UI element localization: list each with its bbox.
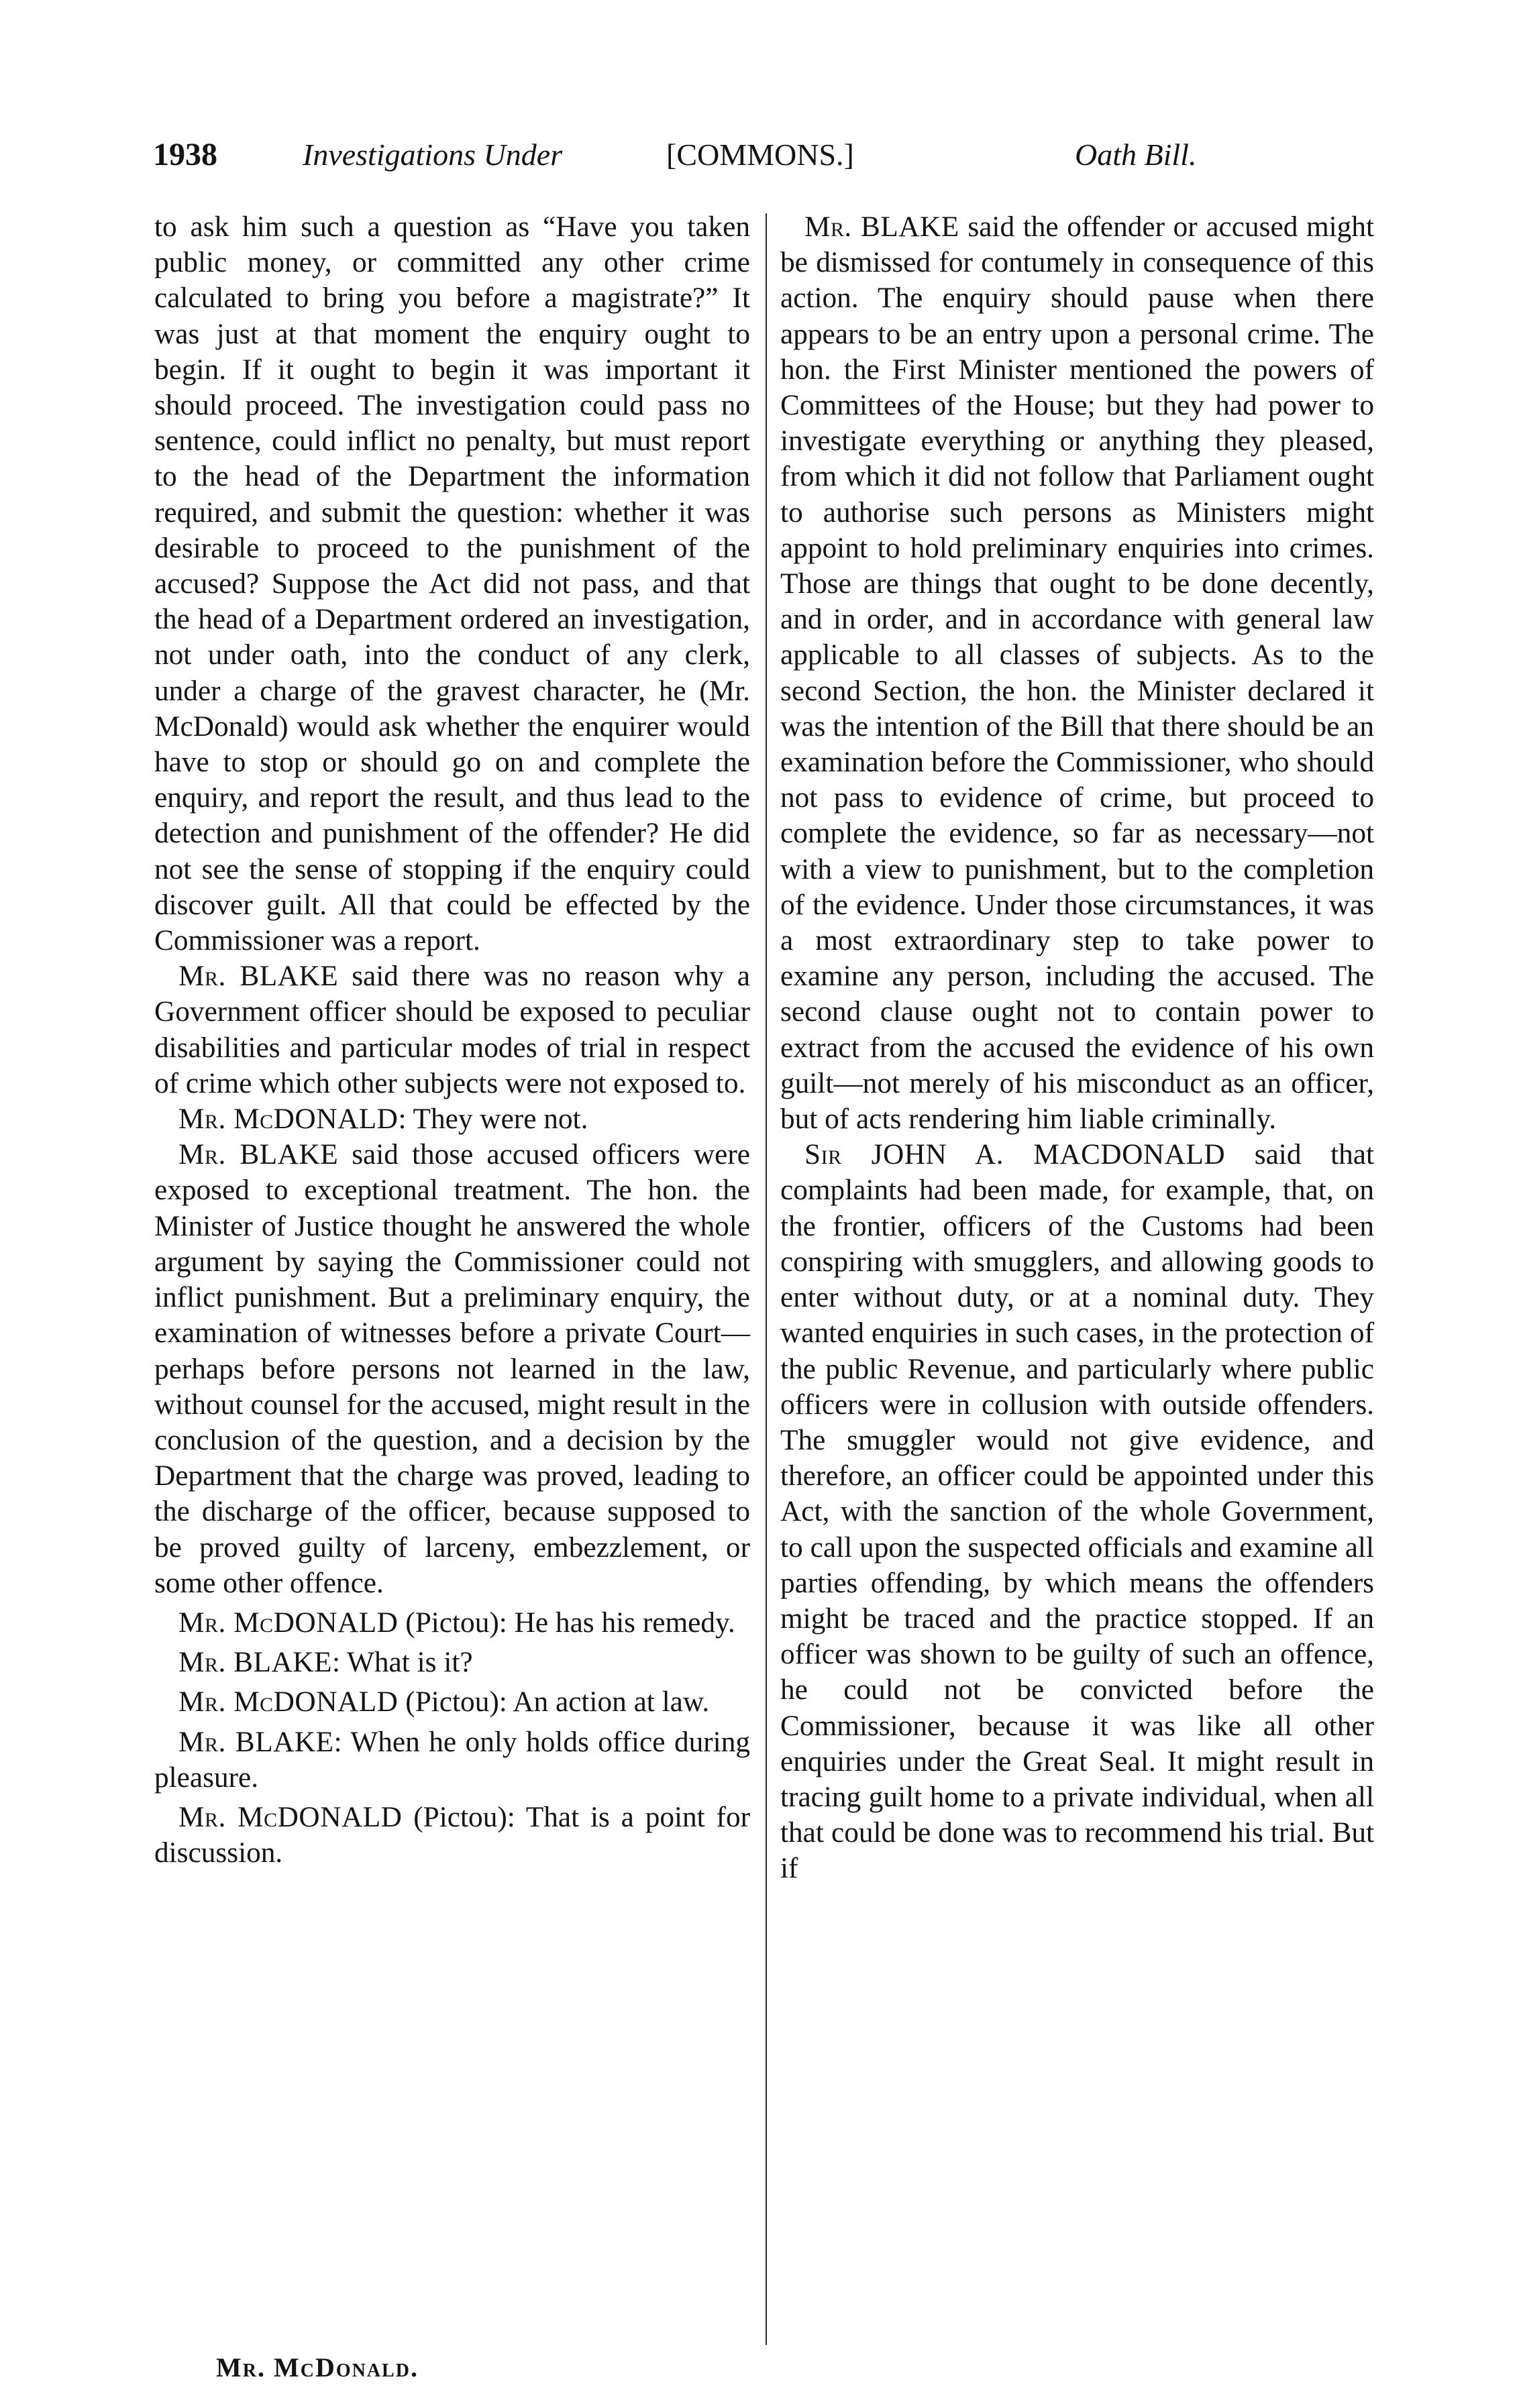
- speaker-name: Sir JOHN A. MACDONALD: [804, 1138, 1226, 1171]
- speech-text: said those accused officers were exposed to exceptional treatment. The hon. the Minister of Justice thought he answered the whole argument by saying the Commissioner could not inflict punishment. But a preliminary enquiry, the examination of witnesses before a private Court—perhaps before persons not learned in the law, without counsel for the accused, might result in the conclusion of the question, and a decision by the Department that the charge was proved, leading to the discharge of the officer, because supposed to be proved guilty of larceny, embezzlement, or some other offence.: [154, 1138, 751, 1599]
- paragraph: [154, 1684, 750, 1720]
- speech-text: : They were not.: [398, 1103, 588, 1136]
- speech-text: : When he only holds office during pleasure.: [154, 1725, 750, 1794]
- paragraph: [154, 209, 750, 959]
- speech-text: (Pictou): That is a point for discussion.: [154, 1800, 751, 1869]
- right-column: [780, 209, 1374, 1887]
- paragraph: [780, 1137, 1374, 1886]
- paragraph: [154, 1725, 750, 1796]
- speech-text: to ask him such a question as “Have you taken public money, or committed any other crime calculated to bring you before a magistrate?” It was just at that moment the enquiry ought to begin. If it ought to begin it was important it should proceed. The investigation could pass no sentence, could inflict no penalty, but must report to the head of the Department the information required, and submit the question: whether it was desirable to proceed to the punishment of the accused? Suppose the Act did not pass, and that the head of a Department ordered an investigation, not under oath, into the conduct of any clerk, under a charge of the gravest character, he (Mr. McDonald) would ask whether the enquirer would have to stop or should go on and complete the enquiry, and report the result, and thus lead to the detection and punishment of the offender? He did not see the sense of stopping if the enquiry could discover guilt. All that could be effected by the Commissioner was a report.: [154, 211, 750, 957]
- column-divider: [766, 213, 767, 2345]
- speaker-name: Mr. McDONALD: [178, 1606, 399, 1639]
- page-number: 1938: [153, 137, 217, 172]
- catchword: Mr. McDonald.: [216, 2352, 419, 2383]
- running-header: [153, 131, 1367, 178]
- speaker-name: Mr. McDONALD: [178, 1103, 399, 1136]
- paragraph: [154, 1137, 750, 1601]
- speaker-name: Mr. McDONALD: [178, 1686, 399, 1718]
- house-label: [COMMONS.]: [666, 138, 854, 172]
- speech-text: (Pictou): An action at law.: [398, 1686, 710, 1718]
- speaker-name: Mr. BLAKE: [804, 211, 959, 243]
- running-title: Investigations Under: [303, 138, 563, 172]
- paragraph: [154, 959, 750, 1101]
- paragraph: [154, 1605, 750, 1641]
- speech-text: said that complaints had been made, for example, that, on the frontier, officers of the Customs had been conspiring with smugglers, and allowing goods to enter without duty, or at a nominal duty. They wanted enquiries in such cases, in the protection of the public Revenue, and particularly where public officers were in collusion with outside offenders. The smuggler would not give evidence, and therefore, an officer could be appointed under this Act, with the sanction of the whole Government, to call upon the suspected officials and examine all parties offending, by which means the offenders might be traced and the practice stopped. If an officer was shown to be guilty of such an offence, he could not be convicted before the Commissioner, because it was like all other enquiries under the Great Seal. It might result in tracing guilt home to a private individual, when all that could be done was to recommend his trial. But if: [780, 1138, 1374, 1885]
- paragraph: [154, 1645, 750, 1680]
- speaker-name: Mr. McDONALD: [178, 1800, 403, 1833]
- bill-title: Oath Bill.: [1075, 138, 1197, 172]
- speaker-name: Mr. BLAKE: [178, 960, 339, 993]
- speech-text: said there was no reason why a Government officer should be exposed to peculiar disabilities and particular modes of trial in respect of crime which other subjects were not exposed to.: [154, 960, 750, 1099]
- speech-text: (Pictou): He has his remedy.: [398, 1606, 735, 1639]
- speaker-name: Mr. BLAKE: [178, 1138, 339, 1171]
- speaker-name: Mr. BLAKE: [178, 1646, 332, 1679]
- paragraph: [154, 1101, 750, 1137]
- speech-text: said the offender or accused might be dismissed for contumely in consequence of this action. The enquiry should pause when there appears to be an entry upon a personal crime. The hon. the First Minister mentioned the powers of Committees of the House; but they had power to investigate everything or anything they pleased, from which it did not follow that Parliament ought to authorise such persons as Ministers might appoint to hold preliminary enquiries into crimes. Those are things that ought to be done decently, and in order, and in accordance with general law applicable to all classes of subjects. As to the second Section, the hon. the Minister declared it was the intention of the Bill that there should be an examination before the Commissioner, who should not pass to evidence of crime, but proceed to complete the evidence, so far as necessary—not with a view to punishment, but to the completion of the evidence. Under those circumstances, it was a most extraordinary step to take power to examine any person, including the accused. The second clause ought not to contain power to extract from the accused the evidence of his own guilt—not merely of his misconduct as an officer, but of acts rendering him liable criminally.: [780, 211, 1374, 1136]
- paragraph: [780, 209, 1374, 1137]
- paragraph: [154, 1800, 750, 1871]
- speech-text: : What is it?: [331, 1646, 473, 1679]
- speaker-name: Mr. BLAKE: [178, 1725, 334, 1758]
- left-column: [154, 209, 750, 1871]
